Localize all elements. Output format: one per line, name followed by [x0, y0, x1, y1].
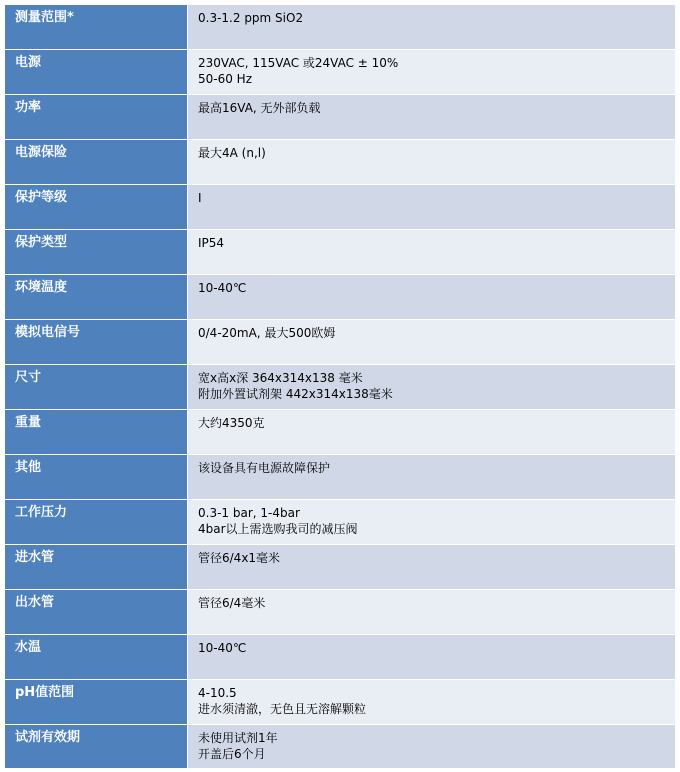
spec-value — [188, 50, 676, 95]
spec-label: 进水管 — [5, 545, 188, 590]
spec-label: 其他 — [5, 455, 188, 500]
spec-value — [188, 365, 676, 410]
spec-label: 尺寸 — [5, 365, 188, 410]
spec-row — [5, 365, 676, 410]
spec-value — [188, 320, 676, 365]
spec-value-line: 最大4A (n,l) — [198, 146, 266, 160]
spec-value-line: 管径6/4x1毫米 — [198, 551, 281, 565]
spec-label: 电源保险 — [5, 140, 188, 185]
spec-value-line: 0.3-1.2 ppm SiO2 — [198, 11, 304, 25]
spec-value — [188, 275, 676, 320]
spec-value-line: 10-40℃ — [198, 641, 247, 655]
spec-value-line: 10-40℃ — [198, 281, 247, 295]
spec-value-line: 宽x高x深 364x314x138 毫米 — [198, 371, 363, 385]
spec-label: 保护类型 — [5, 230, 188, 275]
spec-value — [188, 95, 676, 140]
spec-value — [188, 635, 676, 680]
spec-value-line: 4-10.5 — [198, 686, 237, 700]
spec-value-line: IP54 — [198, 236, 225, 250]
spec-value-line: 该设备具有电源故障保护 — [198, 461, 331, 475]
spec-value-line: 附加外置试剂架 442x314x138毫米 — [198, 387, 393, 401]
spec-label: 模拟电信号 — [5, 320, 188, 365]
spec-value-line: 最高16VA, 无外部负载 — [198, 101, 321, 115]
spec-row — [5, 320, 676, 365]
spec-label: pH值范围 — [5, 680, 188, 725]
spec-value — [188, 500, 676, 545]
spec-row — [5, 95, 676, 140]
spec-value-line: I — [198, 191, 202, 205]
spec-label: 功率 — [5, 95, 188, 140]
spec-value-line: 管径6/4毫米 — [198, 596, 266, 610]
spec-row — [5, 50, 676, 95]
spec-label: 重量 — [5, 410, 188, 455]
spec-value-line: 进水须清澈，无色且无溶解颗粒 — [198, 702, 367, 716]
spec-value-line: 0.3-1 bar, 1-4bar — [198, 506, 300, 520]
spec-label: 工作压力 — [5, 500, 188, 545]
spec-row — [5, 590, 676, 635]
spec-label: 环境温度 — [5, 275, 188, 320]
spec-table — [4, 4, 676, 769]
spec-table-body — [5, 5, 676, 769]
spec-value — [188, 545, 676, 590]
spec-value — [188, 410, 676, 455]
spec-row — [5, 680, 676, 725]
spec-value-line: 230VAC, 115VAC 或24VAC ± 10% — [198, 56, 399, 70]
spec-row — [5, 635, 676, 680]
spec-value — [188, 140, 676, 185]
spec-label: 保护等级 — [5, 185, 188, 230]
spec-value-line: 开盖后6个月 — [198, 747, 266, 761]
spec-value-line: 4bar以上需选购我司的减压阀 — [198, 522, 358, 536]
spec-value — [188, 5, 676, 50]
spec-row — [5, 455, 676, 500]
spec-label: 电源 — [5, 50, 188, 95]
spec-row — [5, 230, 676, 275]
spec-value — [188, 725, 676, 769]
spec-value — [188, 185, 676, 230]
spec-row — [5, 5, 676, 50]
spec-value-line: 50-60 Hz — [198, 72, 253, 86]
spec-value-line: 未使用试剂1年 — [198, 731, 278, 745]
spec-row — [5, 545, 676, 590]
spec-label: 测量范围* — [5, 5, 188, 50]
spec-label: 试剂有效期 — [5, 725, 188, 769]
spec-label: 水温 — [5, 635, 188, 680]
spec-row — [5, 725, 676, 769]
spec-value — [188, 590, 676, 635]
spec-row — [5, 500, 676, 545]
spec-value — [188, 455, 676, 500]
spec-value-line: 0/4-20mA, 最大500欧姆 — [198, 326, 336, 340]
spec-value — [188, 680, 676, 725]
spec-label: 出水管 — [5, 590, 188, 635]
spec-row — [5, 140, 676, 185]
spec-row — [5, 275, 676, 320]
spec-row — [5, 185, 676, 230]
spec-value-line: 大约4350克 — [198, 416, 265, 430]
spec-value — [188, 230, 676, 275]
spec-row — [5, 410, 676, 455]
